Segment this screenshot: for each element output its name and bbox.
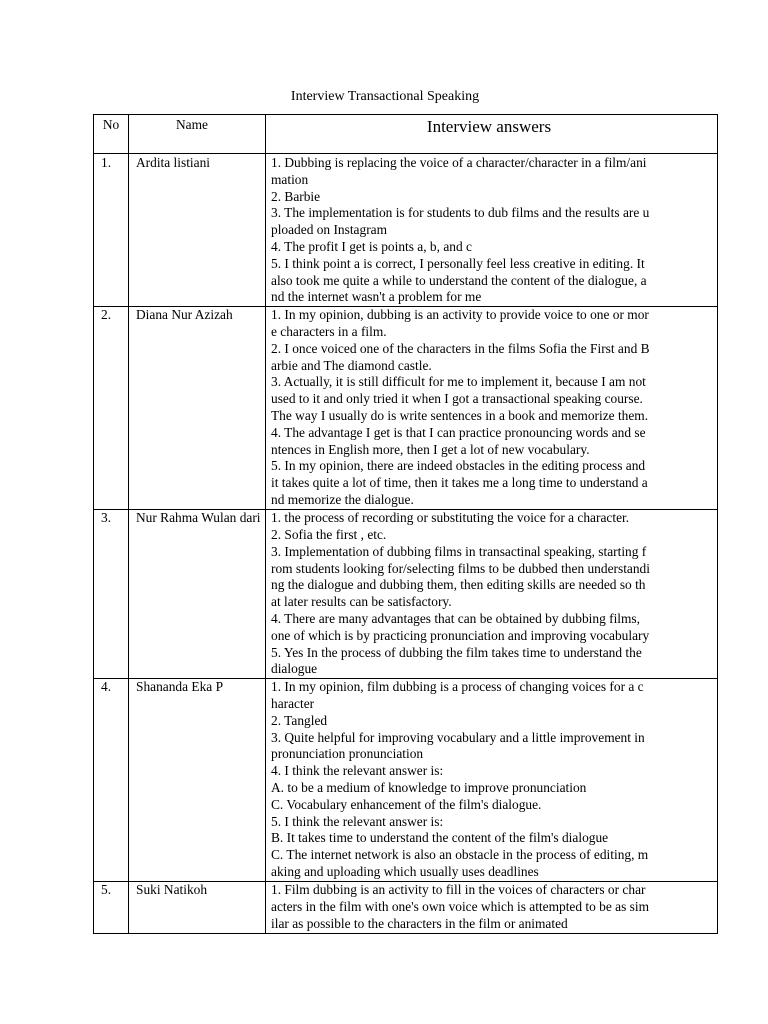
answer-line: 1. Film dubbing is an activity to fill in the voices of characters or char	[271, 882, 646, 898]
answer-line: C. The internet network is also an obstacle in the process of editing, m	[271, 847, 649, 863]
row-answers	[266, 154, 718, 307]
answer-line: ng the dialogue and dubbing them, then editing skills are needed so th	[271, 577, 646, 593]
answer-line: 2. Tangled	[271, 712, 328, 728]
table-row	[94, 307, 718, 510]
answer-line: 4. I think the relevant answer is:	[271, 763, 444, 779]
answer-line: arbie and The diamond castle.	[271, 357, 432, 373]
answer-line: 5. I think point a is correct, I personally feel less creative in editing. It	[271, 255, 645, 271]
answer-line: nd memorize the dialogue.	[271, 491, 414, 507]
answer-line: mation	[271, 171, 309, 187]
answer-line: aking and uploading which usually uses deadlines	[271, 863, 539, 879]
table-row	[94, 154, 718, 307]
answer-line: B. It takes time to understand the content of the film's dialogue	[271, 830, 609, 846]
answer-line: pronunciation pronunciation	[271, 746, 424, 762]
answer-line: also took me quite a while to understand the content of the dialogue, a	[271, 272, 647, 288]
row-number: 2.	[94, 307, 129, 510]
answer-line: 2. Barbie	[271, 188, 321, 204]
row-name: Suki Natikoh	[129, 882, 266, 933]
row-number: 1.	[94, 154, 129, 307]
answer-line: nd the internet wasn't a problem for me	[271, 289, 482, 305]
answer-line: 1. Dubbing is replacing the voice of a character/character in a film/ani	[271, 155, 647, 170]
answer-line: one of which is by practicing pronunciation and improving vocabulary	[271, 627, 650, 643]
table-row	[94, 882, 718, 933]
answer-line: 4. The advantage I get is that I can practice pronouncing words and se	[271, 424, 646, 440]
answer-line: used to it and only tried it when I got a transactional speaking course.	[271, 391, 643, 407]
answer-line: C. Vocabulary enhancement of the film's dialogue.	[271, 796, 542, 812]
table-row	[94, 510, 718, 679]
header-answers: Interview answers	[266, 115, 718, 154]
answer-line: 3. The implementation is for students to dub films and the results are u	[271, 205, 650, 221]
answer-line: it takes quite a lot of time, then it takes me a long time to understand a	[271, 475, 648, 491]
answer-line: haracter	[271, 695, 315, 711]
row-name: Diana Nur Azizah	[129, 307, 266, 510]
table-row	[94, 679, 718, 882]
answer-line: 2. I once voiced one of the characters in the films Sofia the First and B	[271, 340, 650, 356]
interview-table	[93, 114, 718, 934]
answer-line: 1. In my opinion, film dubbing is a process of changing voices for a c	[271, 679, 644, 695]
row-number: 5.	[94, 882, 129, 933]
document-title: Interview Transactional Speaking	[290, 89, 480, 104]
answer-line: 4. The profit I get is points a, b, and c	[271, 238, 472, 254]
row-answers	[266, 307, 718, 510]
row-name: Nur Rahma Wulan dari	[129, 510, 266, 679]
answer-line: acters in the film with one's own voice which is attempted to be as sim	[271, 898, 650, 914]
answer-line: dialogue	[271, 661, 318, 677]
answer-line: 4. There are many advantages that can be obtained by dubbing films,	[271, 610, 640, 626]
answer-line: 5. I think the relevant answer is:	[271, 813, 444, 829]
answer-line: 3. Quite helpful for improving vocabulary and a little improvement in	[271, 729, 645, 745]
answer-line: rom students looking for/selecting films to be dubbed then understandi	[271, 560, 650, 576]
answer-line: 3. Implementation of dubbing films in transactinal speaking, starting f	[271, 543, 647, 559]
row-number: 3.	[94, 510, 129, 679]
table-header-row	[94, 115, 718, 154]
answer-line: 2. Sofia the first , etc.	[271, 526, 387, 542]
header-name: Name	[129, 115, 266, 154]
answer-line: The way I usually do is write sentences in a book and memorize them.	[271, 407, 649, 423]
answer-line: 3. Actually, it is still difficult for me to implement it, because I am not	[271, 374, 646, 390]
row-number: 4.	[94, 679, 129, 882]
answer-line: 5. Yes In the process of dubbing the film takes time to understand the	[271, 644, 642, 660]
answer-line: ilar as possible to the characters in the film or animated	[271, 915, 568, 931]
answer-line: 1. In my opinion, dubbing is an activity to provide voice to one or mor	[271, 307, 649, 323]
answer-line: A. to be a medium of knowledge to improve pronunciation	[271, 779, 587, 795]
answer-line: ntences in English more, then I get a lot of new vocabulary.	[271, 441, 590, 457]
answer-line: at later results can be satisfactory.	[271, 594, 452, 610]
row-name: Shananda Eka P	[129, 679, 266, 882]
answer-line: 5. In my opinion, there are indeed obstacles in the editing process and	[271, 458, 646, 474]
header-no: No	[94, 115, 129, 154]
answer-line: 1. the process of recording or substituting the voice for a character.	[271, 510, 630, 526]
row-name: Ardita listiani	[129, 154, 266, 307]
answer-line: e characters in a film.	[271, 323, 387, 339]
row-answers	[266, 679, 718, 882]
row-answers	[266, 882, 718, 933]
row-answers	[266, 510, 718, 679]
answer-line: ploaded on Instagram	[271, 222, 388, 238]
